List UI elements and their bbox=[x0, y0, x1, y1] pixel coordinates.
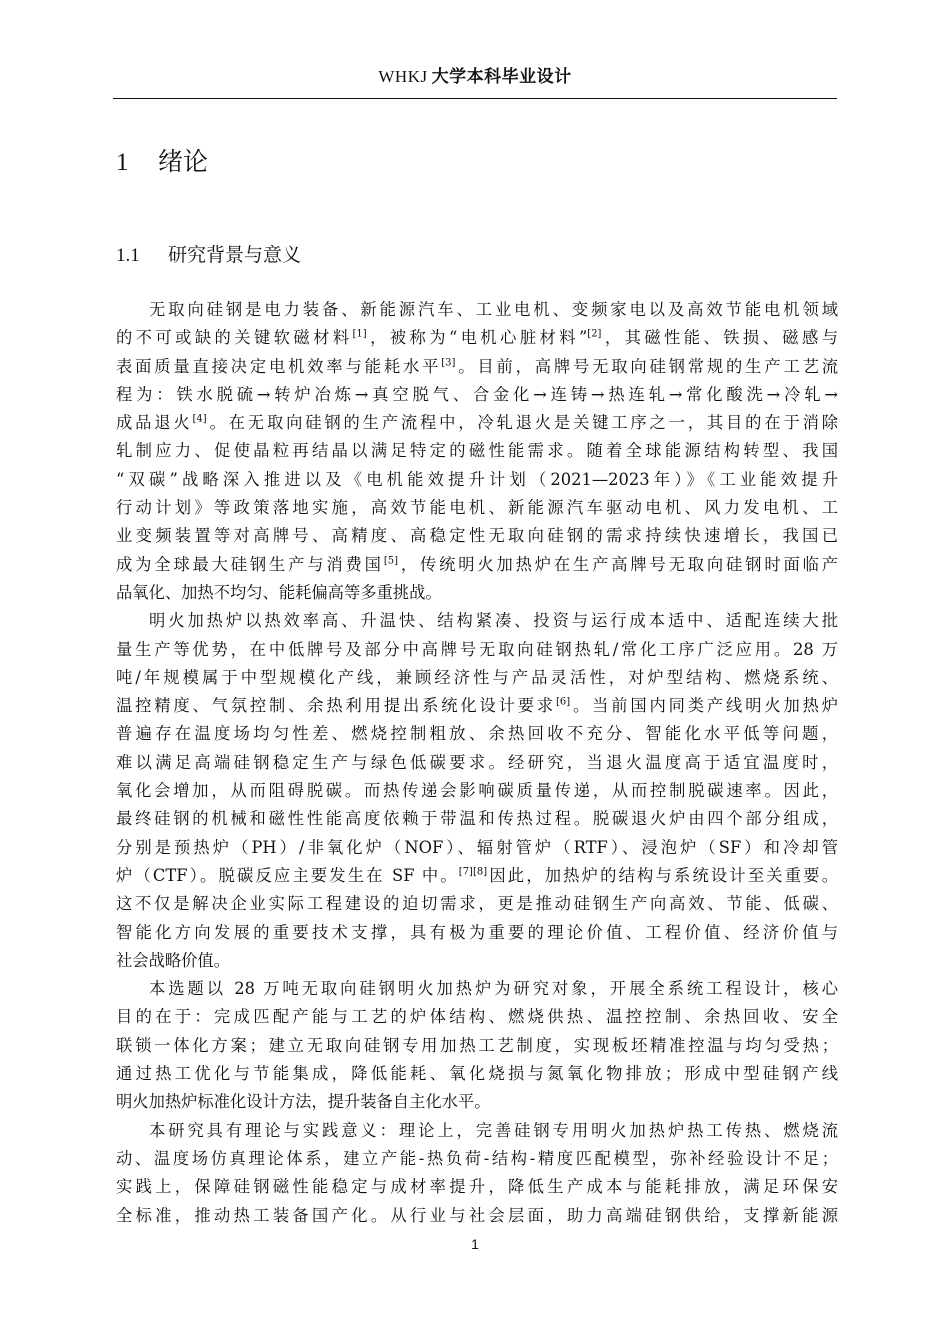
body-line: 全标准，推动热工装备国产化。从行业与社会层面，助力高端硅钢供给，支撑新能源 bbox=[116, 1205, 838, 1225]
body-line: 炉（CTF）。脱碳反应主要发生在 SF 中。[7][8]因此，加热炉的结构与系统设计至关重要。 bbox=[116, 865, 838, 885]
body-line: 明火加热炉标准化设计方法，提升装备自主化水平。 bbox=[116, 1092, 491, 1112]
body-line: 本选题以 28 万吨无取向硅钢明火加热炉为研究对象，开展全系统工程设计，核心 bbox=[149, 979, 838, 999]
body-text bbox=[116, 296, 838, 1230]
body-line: 轧制应力、促使晶粒再结晶以满足特定的磁性能需求。随着全球能源结构转型、我国 bbox=[116, 441, 838, 461]
body-line: 联锁一体化方案；建立无取向硅钢专用加热工艺制度，实现板坯精准控温与均匀受热； bbox=[116, 1035, 838, 1055]
citation-marker: [3] bbox=[441, 357, 456, 369]
citation-marker: [8] bbox=[472, 866, 488, 878]
header-rule bbox=[113, 98, 837, 99]
body-line: 业变频装置等对高牌号、高精度、高稳定性无取向硅钢的需求持续快速增长，我国已 bbox=[116, 526, 838, 546]
body-line: 社会战略价值。 bbox=[116, 950, 230, 970]
body-line: 这不仅是解决企业实际工程建设的迫切需求，更是推动硅钢生产向高效、节能、低碳、 bbox=[116, 894, 838, 914]
body-line: 分别是预热炉（PH）/非氧化炉（NOF）、辐射管炉（RTF）、浸泡炉（SF）和冷却管 bbox=[116, 837, 838, 857]
body-line: 温控精度、气氛控制、余热利用提出系统化设计要求[6]。当前国内同类产线明火加热炉 bbox=[116, 696, 838, 716]
body-line: 程为：铁水脱硫→转炉冶炼→真空脱气、合金化→连铸→热连轧→常化酸洗→冷轧→ bbox=[116, 384, 838, 404]
body-line: 难以满足高端硅钢稳定生产与绿色低碳要求。经研究，当退火温度高于适宜温度时， bbox=[116, 752, 838, 772]
chapter-heading bbox=[116, 146, 208, 179]
body-line: 行动计划》等政策落地实施，高效节能电机、新能源汽车驱动电机、风力发电机、工 bbox=[116, 498, 838, 518]
body-line: 表面质量直接决定电机效率与能耗水平[3]。目前，高牌号无取向硅钢常规的生产工艺流 bbox=[116, 356, 838, 376]
section-number: 1.1 bbox=[116, 245, 140, 266]
body-line: 无取向硅钢是电力装备、新能源汽车、工业电机、变频家电以及高效节能电机领域 bbox=[149, 300, 838, 319]
header-title: 大学本科毕业设计 bbox=[431, 67, 572, 87]
chapter-title: 绪论 bbox=[158, 147, 209, 176]
citation-marker: [1] bbox=[352, 328, 367, 340]
body-line: 吨/年规模属于中型规模化产线，兼顾经济性与产品灵活性，对炉型结构、燃烧系统、 bbox=[116, 667, 838, 687]
body-line: 智能化方向发展的重要技术支撑，具有极为重要的理论价值、工程价值、经济价值与 bbox=[116, 922, 838, 942]
body-line: 的不可或缺的关键软磁材料[1]，被称为“电机心脏材料”[2]，其磁性能、铁损、磁感与 bbox=[116, 328, 838, 348]
body-line: 本研究具有理论与实践意义：理论上，完善硅钢专用明火加热炉热工传热、燃烧流 bbox=[149, 1120, 838, 1140]
citation-marker: [4] bbox=[192, 413, 207, 425]
body-line: 动、温度场仿真理论体系，建立产能-热负荷-结构-精度匹配模型，弥补经验设计不足； bbox=[116, 1148, 838, 1168]
body-line: 氧化会增加，从而阻碍脱碳。而热传递会影响碳质量传递，从而控制脱碳速率。因此， bbox=[116, 781, 838, 801]
body-line: 成为全球最大硅钢生产与消费国[5]，传统明火加热炉在生产高牌号无取向硅钢时面临产 bbox=[116, 554, 838, 574]
body-line: 明火加热炉以热效率高、升温快、结构紧凑、投资与运行成本适中、适配连续大批 bbox=[149, 611, 838, 631]
body-line: 最终硅钢的机械和磁性性能高度依赖于带温和传热过程。脱碳退火炉由四个部分组成， bbox=[116, 809, 838, 829]
body-line: 实践上，保障硅钢磁性能稳定与成材率提升，降低生产成本与能耗排放，满足环保安 bbox=[116, 1177, 838, 1197]
section-heading bbox=[116, 241, 301, 270]
citation-marker: [7] bbox=[458, 866, 473, 878]
body-line: “双碳”战略深入推进以及《电机能效提升计划（2021—2023年）》《工业能效提升 bbox=[116, 469, 838, 489]
body-line: 目的在于：完成匹配产能与工艺的炉体结构、燃烧供热、温控控制、余热回收、安全 bbox=[116, 1007, 838, 1027]
body-line: 通过热工优化与节能集成，降低能耗、氧化烧损与氮氧化物排放；形成中型硅钢产线 bbox=[116, 1064, 838, 1084]
header-prefix: WHKJ bbox=[378, 67, 428, 86]
body-line: 普遍存在温度场均匀性差、燃烧控制粗放、余热回收不充分、智能化水平低等问题， bbox=[116, 724, 838, 744]
section-title: 研究背景与意义 bbox=[168, 244, 302, 266]
body-line: 品氧化、加热不均匀、能耗偏高等多重挑战。 bbox=[116, 582, 442, 602]
body-line: 成品退火[4]。在无取向硅钢的生产流程中，冷轧退火是关键工序之一，其目的在于消除 bbox=[116, 413, 838, 433]
body-line: 量生产等优势，在中低牌号及部分中高牌号无取向硅钢热轧/常化工序广泛应用。28 万 bbox=[116, 639, 838, 659]
citation-marker: [5] bbox=[383, 555, 398, 567]
citation-marker: [2] bbox=[587, 328, 602, 340]
page-header bbox=[113, 66, 837, 88]
chapter-number: 1 bbox=[116, 149, 129, 176]
page-number: 1 bbox=[471, 1236, 479, 1252]
citation-marker: [6] bbox=[556, 696, 571, 708]
